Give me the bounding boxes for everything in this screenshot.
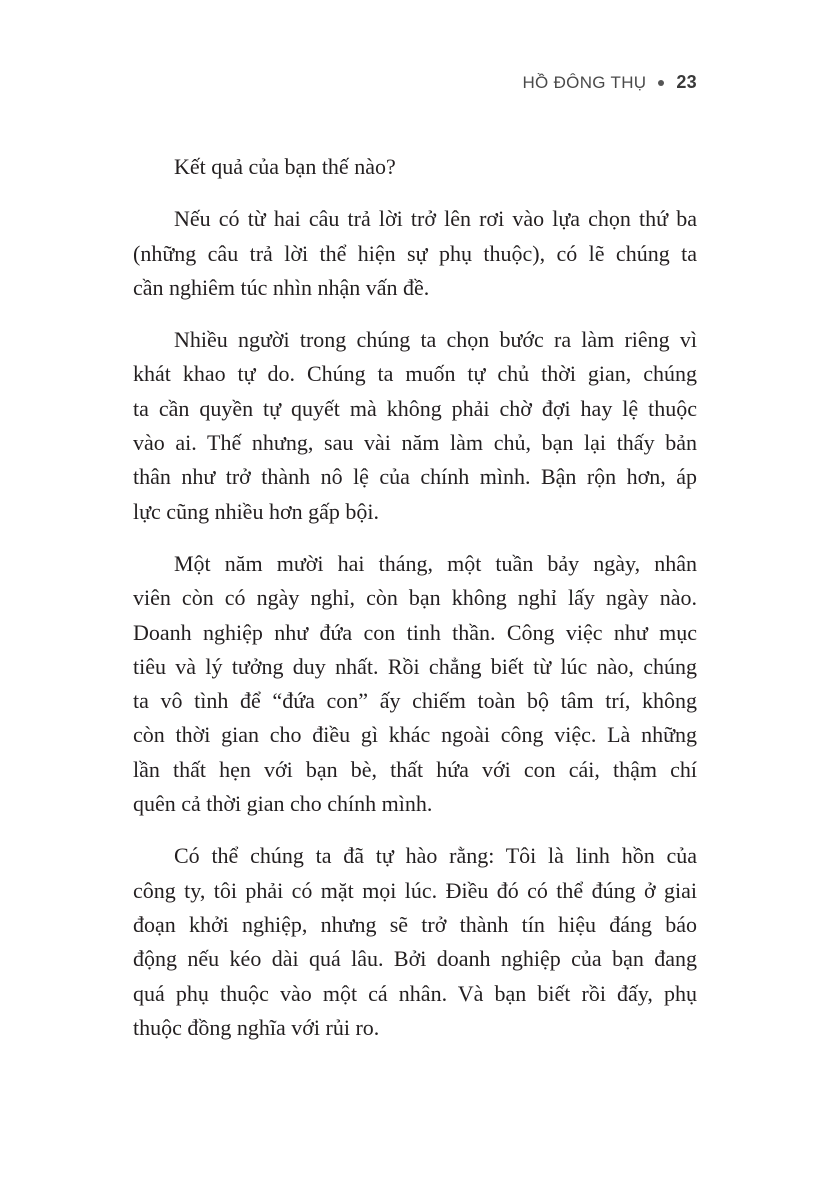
bullet-separator-icon xyxy=(658,80,664,86)
text-line: vào ai. Thế nhưng, sau vài năm làm chủ, bạn lại thấy bản xyxy=(133,430,697,456)
text-line: đoạn khởi nghiệp, nhưng sẽ trở thành tín hiệu đáng báo xyxy=(133,911,697,937)
text-line: công ty, tôi phải có mặt mọi lúc. Điều đó có thể đúng ở giai xyxy=(133,877,697,903)
text-line: viên còn có ngày nghỉ, còn bạn không nghỉ lấy ngày nào. xyxy=(133,585,697,611)
page-number: 23 xyxy=(676,72,697,92)
text-line: Kết quả của bạn thế nào? xyxy=(174,154,396,179)
text-line: còn thời gian cho điều gì khác ngoài công việc. Là những xyxy=(133,722,697,748)
paragraph xyxy=(133,839,697,1045)
text-line: khát khao tự do. Chúng ta muốn tự chủ thời gian, chúng xyxy=(133,361,697,387)
text-line: Có thể chúng ta đã tự hào rằng: Tôi là linh hồn của xyxy=(174,843,697,869)
text-line: quá phụ thuộc vào một cá nhân. Và bạn biết rồi đấy, phụ xyxy=(133,980,697,1006)
text-line: thân như trở thành nô lệ của chính mình. Bận rộn hơn, áp xyxy=(133,464,697,490)
text-line: thuộc đồng nghĩa với rủi ro. xyxy=(133,1014,380,1040)
author-name: HỒ ĐÔNG THỤ xyxy=(522,72,647,92)
text-line: ta cần quyền tự quyết mà không phải chờ đợi hay lệ thuộc xyxy=(133,395,697,421)
text-line: Nhiều người trong chúng ta chọn bước ra làm riêng vì xyxy=(174,327,697,353)
running-header xyxy=(522,72,697,93)
text-line: lần thất hẹn với bạn bè, thất hứa với con cái, thậm chí xyxy=(133,756,697,782)
paragraph xyxy=(133,323,697,529)
page-body xyxy=(133,150,697,1063)
text-line: lực cũng nhiều hơn gấp bội. xyxy=(133,498,379,524)
text-line: (những câu trả lời thể hiện sự phụ thuộc), có lẽ chúng ta xyxy=(133,240,697,266)
text-line: ta vô tình để “đứa con” ấy chiếm toàn bộ tâm trí, không xyxy=(133,688,697,714)
text-line: tiêu và lý tưởng duy nhất. Rồi chẳng biết từ lúc nào, chúng xyxy=(133,653,697,679)
paragraph xyxy=(133,150,697,184)
text-line: cần nghiêm túc nhìn nhận vấn đề. xyxy=(133,274,430,300)
text-line: quên cả thời gian cho chính mình. xyxy=(133,791,433,817)
paragraph xyxy=(133,202,697,305)
paragraph xyxy=(133,547,697,821)
text-line: động nếu kéo dài quá lâu. Bởi doanh nghiệp của bạn đang xyxy=(133,946,697,972)
text-line: Doanh nghiệp như đứa con tinh thần. Công việc như mục xyxy=(133,619,697,645)
text-line: Một năm mười hai tháng, một tuần bảy ngày, nhân xyxy=(174,550,697,576)
text-line: Nếu có từ hai câu trả lời trở lên rơi vào lựa chọn thứ ba xyxy=(174,206,697,232)
